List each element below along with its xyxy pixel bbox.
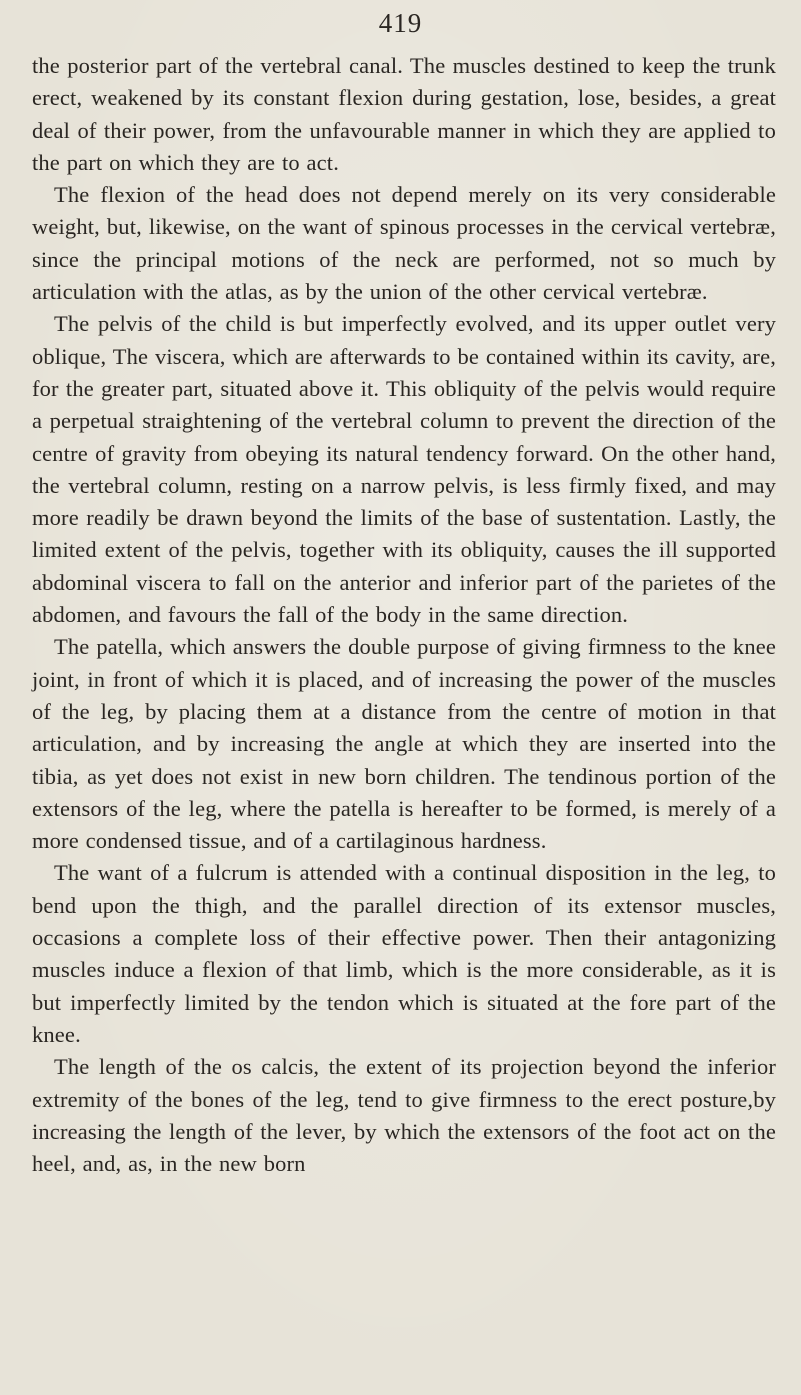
page-number: 419 xyxy=(378,8,423,38)
paragraph-os-calcis: The length of the os calcis, the extent of its projection beyond the inferior extremity of the bones of the leg, tend to give firmness to the erect posture,by increasing the length of the lever, by which the extensors of the foot act on the heel, and, as, in the new born xyxy=(32,1054,776,1177)
paragraph-flexion-head: The flexion of the head does not depend merely on its very considerable weight, but, likewise, on the want of spinous processes in the cervical vertebræ, since the principal motions of the neck are performed, not so much by articulation with the atlas, as by the union of the other cervical vertebræ. xyxy=(32,182,776,305)
paragraph-fulcrum: The want of a fulcrum is attended with a continual disposition in the leg, to bend upon the thigh, and the parallel direction of its extensor muscles, occasions a complete loss of their effective power. Then their antagonizing muscles induce a flexion of that limb, which is the more considerable, as it is but imperfectly limited by the tendon which is situated at the fore part of the knee. xyxy=(32,860,776,1047)
paragraph-patella: The patella, which answers the double purpose of giving firmness to the knee joint, in front of which it is placed, and of increasing the power of the muscles of the leg, by placing them at a distance from the centre of motion in that articulation, and by increasing the angle at which they are inserted into the tibia, as yet does not exist in new born children. The tendinous portion of the extensors of the leg, where the patella is hereafter to be formed, is merely of a more condensed tissue, and of a cartilaginous hardness. xyxy=(32,634,776,854)
paragraph-pelvis: The pelvis of the child is but imperfectly evolved, and its upper outlet very oblique, The viscera, which are afterwards to be contained within its cavity, are, for the greater part, situated above it. This obliquity of the pelvis would require a perpetual straightening of the vertebral column to prevent the direction of the centre of gravity from obeying its natural tendency forward. On the other hand, the vertebral column, resting on a narrow pelvis, is less firmly fixed, and may more readily be drawn beyond the limits of the base of sustentation. Lastly, the limited extent of the pelvis, together with its obliquity, causes the ill supported abdominal viscera to fall on the anterior and inferior part of the parietes of the abdomen, and favours the fall of the body in the same direction. xyxy=(32,311,776,628)
paragraph-muscles-trunk: the posterior part of the vertebral canal. The muscles destined to keep the trunk erect, weakened by its constant flexion during gestation, lose, besides, a great deal of their power, from the unfavourable manner in which they are applied to the part on which they are to act. xyxy=(32,53,776,175)
body-text xyxy=(32,50,776,1180)
